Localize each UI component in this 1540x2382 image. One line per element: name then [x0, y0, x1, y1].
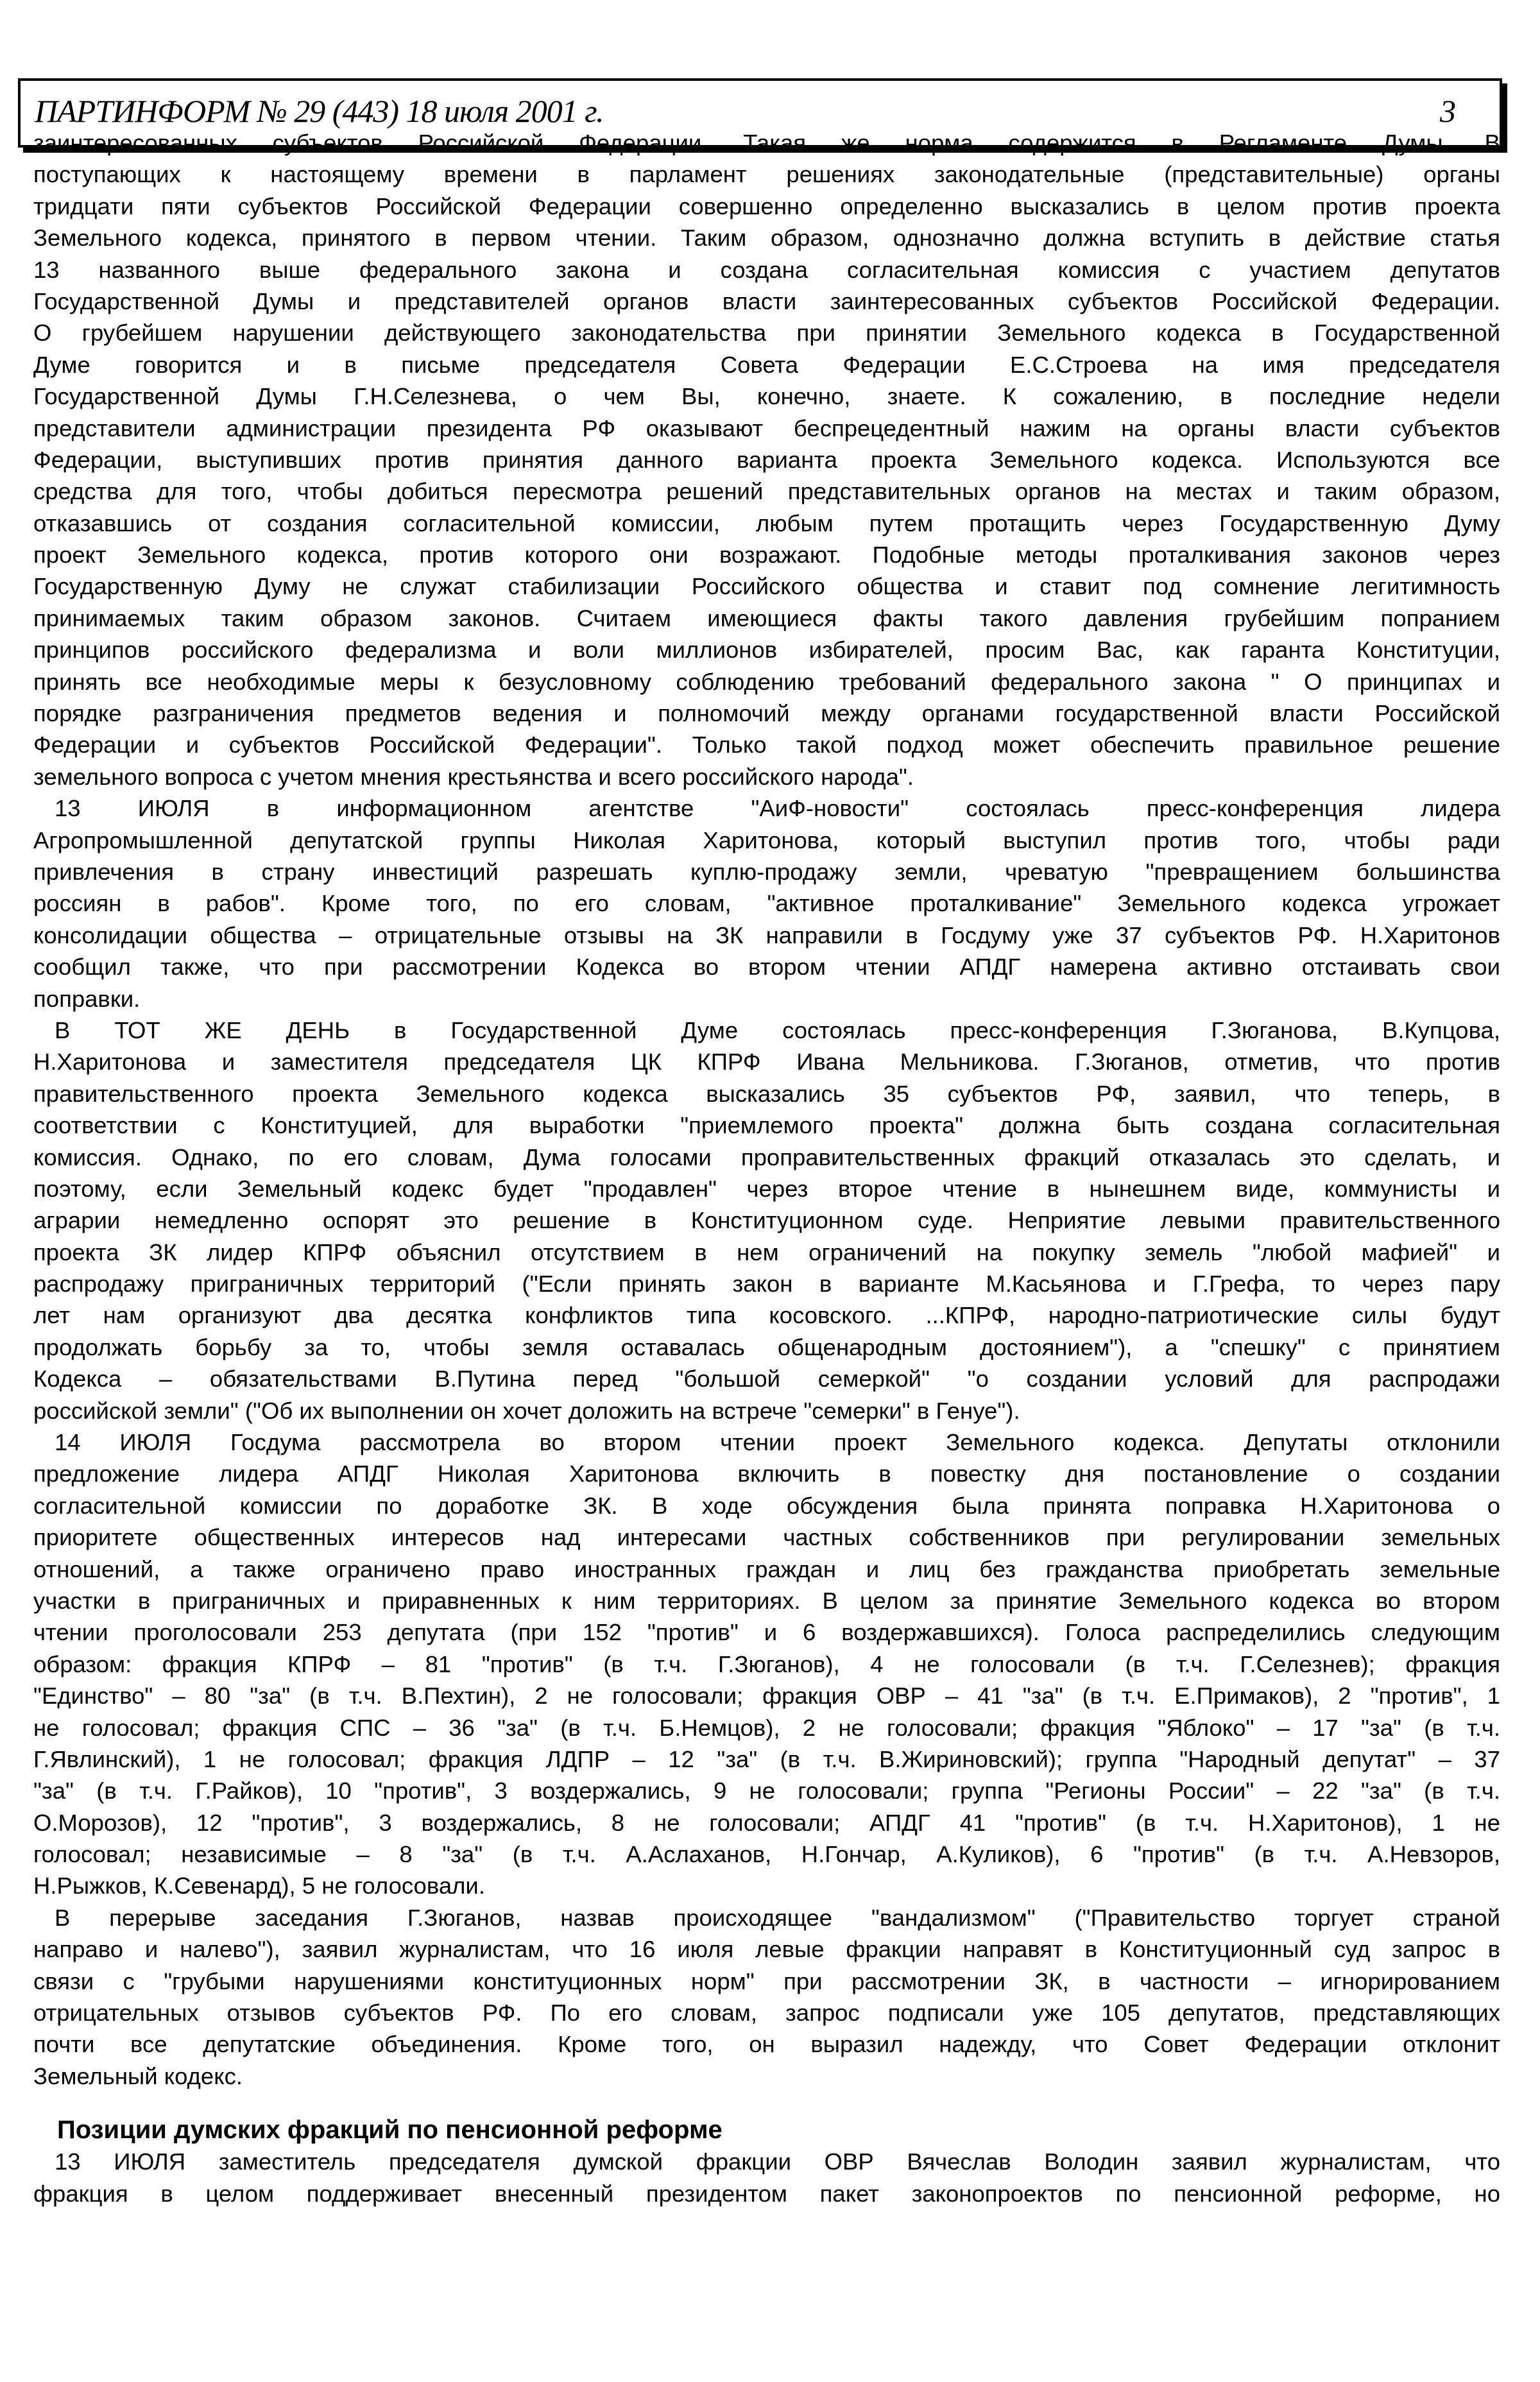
text-line: "за" (в т.ч. Г.Райков), 10 "против", 3 воздержались, 9 не голосовали; группа "Регионы России" – 22 "за" (в т.ч. — [33, 1778, 1500, 1804]
text-line: Кодекса – обязательствами В.Путина перед "большой семеркой" "о создании условий для распродажи — [33, 1366, 1500, 1392]
text-line: связи с "грубыми нарушениями конституционных норм" при рассмотрении ЗК, в частности – игнорированием — [33, 1967, 1500, 1994]
text-line: Федерации, выступивших против принятия данного варианта проекта Земельного кодекса. Используются все — [33, 446, 1500, 473]
text-line: порядке разграничения предметов ведения и полномочий между органами государственной власти Российской — [33, 700, 1500, 727]
text-line: тридцати пяти субъектов Российской Федерации совершенно определенно высказались в целом против проекта — [33, 193, 1500, 219]
text-line: соответствии с Конституцией, для выработки "приемлемого проекта" должна быть создана согласительная — [33, 1112, 1500, 1139]
text-line: 13 ИЮЛЯ заместитель председателя думской фракции ОВР Вячеслав Володин заявил журналистам, что — [55, 2148, 1500, 2175]
text-line: консолидации общества – отрицательные отзывы на ЗК направили в Госдуму уже 37 субъектов РФ. Н.Харитонов — [33, 921, 1500, 948]
text-line: участки в приграничных и приравненных к ним территориях. В целом за принятие Земельного кодекса во втором — [33, 1587, 1500, 1614]
text-line: почти все депутатские объединения. Кроме того, он выразил надежду, что Совет Федерации отклонит — [33, 2031, 1500, 2058]
text-line: привлечения в страну инвестиций разрешать куплю-продажу земли, чреватую "превращением большинства — [33, 858, 1500, 885]
paragraph — [33, 1015, 1500, 1427]
text-line: фракция в целом поддерживает внесенный президентом пакет законопроектов по пенсионной реформе, но — [33, 2180, 1500, 2207]
text-line: российской земли" ("Об их выполнении он хочет доложить на встрече "семерки" в Генуе"). — [33, 1397, 1020, 1424]
text-line: чтении проголосовали 253 депутата (при 152 "против" и 6 воздержавшихся). Голоса распределились следующим — [33, 1619, 1500, 1646]
article-body — [33, 127, 1500, 2092]
text-line: О.Морозов), 12 "против", 3 воздержались, 8 не голосовали; АПДГ 41 "против" (в т.ч. Н.Харитонов), 1 не — [33, 1809, 1500, 1836]
section-heading: Позиции думских фракций по пенсионной реформе — [57, 2116, 723, 2145]
text-line: Агропромышленной депутатской группы Николая Харитонова, который выступил против того, чтобы ради — [33, 827, 1500, 853]
text-line: лет нам организуют два десятка конфликтов типа косовского. ...КПРФ, народно-патриотические силы будут — [33, 1302, 1500, 1329]
text-line: отрицательных отзывов субъектов РФ. По его словам, запрос подписали уже 105 депутатов, представляющих — [33, 2000, 1500, 2026]
text-line: правительственного проекта Земельного кодекса высказались 35 субъектов РФ, заявил, что теперь, в — [33, 1080, 1500, 1107]
paragraph — [33, 1902, 1500, 2092]
text-line: поправки. — [33, 985, 141, 1012]
text-line: аграрии немедленно оспорят это решение в Конституционном суде. Неприятие левыми правительственного — [33, 1207, 1500, 1234]
text-line: 13 названного выше федерального закона и создана согласительная комиссия с участием депутатов — [33, 256, 1500, 283]
text-line: Н.Рыжков, К.Севенард), 5 не голосовали. — [33, 1872, 485, 1899]
text-line: голосовал; независимые – 8 "за" (в т.ч. А.Аслаханов, Н.Гончар, А.Куликов), 6 "против" (в т.ч. А.Невзоров, — [33, 1841, 1500, 1868]
text-line: продолжать борьбу за то, чтобы земля оставалась общенародным достоянием"), а "спешку" с принятием — [33, 1333, 1500, 1360]
publication-title: ПАРТИНФОРМ № 29 (443) 18 июля 2001 г. — [35, 93, 604, 129]
text-line: Государственную Думу не служат стабилизации Российского общества и ставит под сомнение легитимность — [33, 573, 1500, 600]
text-line: представители администрации президента РФ оказывают беспрецедентный нажим на органы власти субъектов — [33, 415, 1500, 441]
text-line: образом: фракция КПРФ – 81 "против" (в т.ч. Г.Зюганов), 4 не голосовали (в т.ч. Г.Селезнев); фракция — [33, 1650, 1500, 1677]
paragraph — [33, 127, 1500, 793]
text-line: проекта ЗК лидер КПРФ объяснил отсутствием в нем ограничений на покупку земель "любой мафией" и — [33, 1238, 1500, 1265]
text-line: Федерации и субъектов Российской Федерации". Только такой подход может обеспечить правильное решение — [33, 732, 1500, 758]
text-line: принципов российского федерализма и воли миллионов избирателей, просим Вас, как гаранта Конституции, — [33, 637, 1500, 664]
text-line: комиссия. Однако, по его словам, Дума голосами проправительственных фракций отказалась это сделать, и — [33, 1144, 1500, 1170]
page-number: 3 — [1440, 93, 1456, 129]
text-line: "Единство" – 80 "за" (в т.ч. В.Пехтин), 2 не голосовали; фракция ОВР – 41 "за" (в т.ч. Е.Примаков), 2 "против", 1 — [33, 1683, 1500, 1709]
text-line: поэтому, если Земельный кодекс будет "продавлен" через второе чтение в нынешнем виде, коммунисты и — [33, 1175, 1500, 1202]
text-line: проект Земельного кодекса, против которого они возражают. Подобные методы проталкивания законов через — [33, 542, 1500, 569]
text-line: 13 ИЮЛЯ в информационном агентстве "АиФ-новости" состоялась пресс-конференция лидера — [55, 795, 1500, 822]
text-line: поступающих к настоящему времени в парламент решениях законодательные (представительные) органы — [33, 161, 1500, 188]
text-line: средства для того, чтобы добиться пересмотра решений представительных органов на местах и таким образом, — [33, 478, 1500, 505]
section-body — [33, 2146, 1500, 2209]
text-line: направо и налево"), заявил журналистам, что 16 июля левые фракции направят в Конституционный суд запрос в — [33, 1936, 1500, 1963]
text-line: согласительной комиссии по доработке ЗК. В ходе обсуждения была принята поправка Н.Харитонова о — [33, 1492, 1500, 1519]
article-content — [33, 127, 1500, 2209]
text-line: Государственной Думы Г.Н.Селезнева, о чем Вы, конечно, знаете. К сожалению, в последние недели — [33, 383, 1500, 410]
text-line: не голосовал; фракция СПС – 36 "за" (в т.ч. Б.Немцов), 2 не голосовали; фракция "Яблоко" – 17 "за" (в т.ч. — [33, 1714, 1500, 1741]
text-line: россиян в рабов". Кроме того, по его словам, "активное проталкивание" Земельного кодекса угрожает — [33, 890, 1500, 917]
text-line: 14 ИЮЛЯ Госдума рассмотрела во втором чтении проект Земельного кодекса. Депутаты отклонили — [55, 1429, 1500, 1456]
text-line: отношений, а также ограничено право иностранных граждан и лиц без гражданства приобретать земельные — [33, 1555, 1500, 1582]
text-line: В перерыве заседания Г.Зюганов, назвав происходящее "вандализмом" ("Правительство торгует страной — [55, 1904, 1500, 1931]
text-line: принимаемых таким образом законов. Считаем имеющиеся факты такого давления грубейшим попранием — [33, 604, 1500, 631]
text-line: Земельного кодекса, принятого в первом чтении. Таким образом, однозначно должна вступить в действие статья — [33, 225, 1500, 252]
text-line: Государственной Думы и представителей органов власти заинтересованных субъектов Российской Федерации. — [33, 287, 1500, 314]
text-line: приоритете общественных интересов над интересами частных собственников при регулировании земельных — [33, 1524, 1500, 1551]
text-line: сообщил также, что при рассмотрении Кодекса во втором чтении АПДГ намерена активно отстаивать свои — [33, 954, 1500, 981]
text-line: земельного вопроса с учетом мнения крестьянства и всего российского народа". — [33, 763, 914, 790]
text-line: Н.Харитонова и заместителя председателя ЦК КПРФ Ивана Мельникова. Г.Зюганов, отметив, что против — [33, 1049, 1500, 1075]
text-line: Г.Явлинский), 1 не голосовал; фракция ЛДПР – 12 "за" (в т.ч. В.Жириновский); группа "Народный депутат" – 37 — [33, 1745, 1500, 1772]
text-line: Земельный кодекс. — [33, 2062, 243, 2089]
text-line: распродажу приграничных территорий ("Если принять закон в варианте М.Касьянова и Г.Грефа, то через пару — [33, 1271, 1500, 1298]
text-line: отказавшись от создания согласительной комиссии, любым путем протащить через Государственную Думу — [33, 510, 1500, 536]
text-line: О грубейшем нарушении действующего законодательства при принятии Земельного кодекса в Государственной — [33, 320, 1500, 347]
text-line: предложение лидера АПДГ Николая Харитонова включить в повестку дня постановление о создании — [33, 1461, 1500, 1487]
text-line: В ТОТ ЖЕ ДЕНЬ в Государственной Думе состоялась пресс-конференция Г.Зюганова, В.Купцова, — [55, 1016, 1500, 1043]
text-line: заинтересованных субъектов Российской Федерации. Такая же норма содержится в Регламенте Думы. В — [33, 130, 1500, 156]
paragraph — [33, 2146, 1500, 2209]
paragraph — [33, 1427, 1500, 1902]
text-line: Думе говорится и в письме председателя Совета Федерации Е.С.Строева на имя председателя — [33, 351, 1500, 378]
paragraph — [33, 793, 1500, 1015]
text-line: принять все необходимые меры к безусловному соблюдению требований федерального закона " О принципах и — [33, 668, 1500, 695]
